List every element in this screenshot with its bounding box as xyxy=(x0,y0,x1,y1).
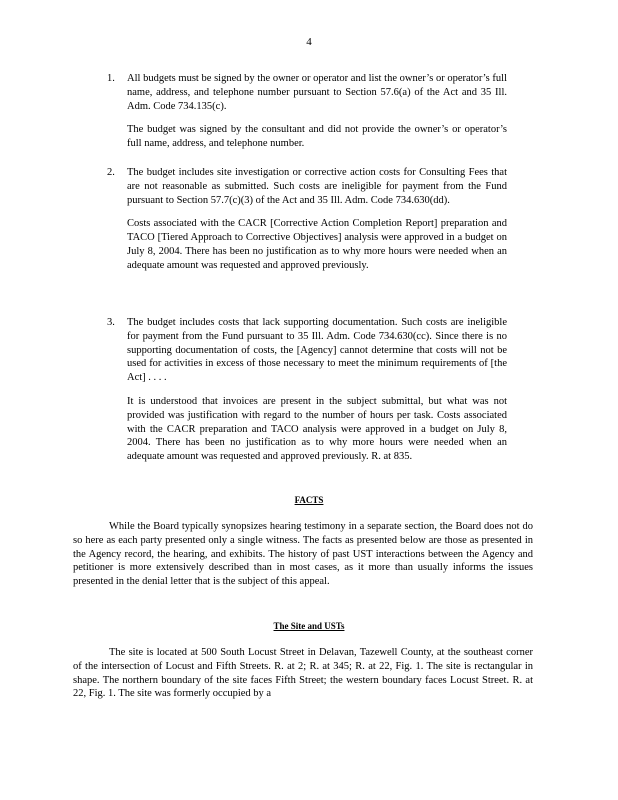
list-item-number: 2. xyxy=(107,167,115,178)
list-item-paragraph: It is understood that invoices are present in the subject submittal, but what was not provided was justification with regard to the number of hours per task. Costs associated with the CACR preparation and TACO analysis were approved in a budget on July 8, 2004. There has been no justification as to why more hours were needed when an adequate amount was requested and approved previously. R. at 835. xyxy=(127,395,507,463)
list-item-1 xyxy=(107,72,507,161)
site-paragraph-text: The site is located at 500 South Locust Street in Delavan, Tazewell County, at the southeast corner of the intersection of Locust and Fifth Streets. R. at 2; R. at 345; R. at 22, Fig. 1. The site is rectangular in shape. The northern boundary of the site faces Fifth Street; the western boundary faces Locust Street. R. at 22, Fig. 1. The site was formerly occupied by a xyxy=(73,647,533,700)
list-item-3 xyxy=(107,316,507,474)
list-item-paragraph: Costs associated with the CACR [Corrective Action Completion Report] preparation and TACO [Tiered Approach to Corrective Objectives] analysis were approved in a budget on July 8, 2004. There has been no justification as to why more hours were needed when an adequate amount was requested and approved previously. xyxy=(127,218,507,271)
list-item-paragraph: The budget includes costs that lack supporting documentation. Such costs are ineligible for payment from the Fund pursuant to 35 Ill. Adm. Code 734.630(cc). Since there is no supporting documentation of costs, the [Agency] cannot determine that costs will not be used for activities in excess of those necessary to meet the minimum requirements of [the Act] . . . . xyxy=(127,317,507,384)
list-item-paragraph: All budgets must be signed by the owner or operator and list the owner’s or operator’s full name, address, and telephone number pursuant to Section 57.6(a) of the Act and 35 Ill. Adm. Code 734.135(c). xyxy=(127,73,507,112)
page-number: 4 xyxy=(306,36,312,48)
list-item-2 xyxy=(107,166,507,283)
list-item-number: 3. xyxy=(107,317,115,328)
section-heading-site: The Site and USTs xyxy=(273,621,345,631)
list-item-number: 1. xyxy=(107,73,115,84)
facts-paragraph-text: While the Board typically synopsizes hearing testimony in a separate section, the Board does not do so here as each party presented only a single witness. The facts as presented below are those as presented in the Agency record, the hearing, and exhibits. The history of past UST interactions between the Agency and petitioner is more extensively described than in most cases, as it more than usually informs the issues presented in the denial letter that is the subject of this appeal. xyxy=(73,521,533,588)
section-heading-facts: FACTS xyxy=(294,495,324,505)
site-paragraph xyxy=(73,646,533,701)
list-item-paragraph: The budget was signed by the consultant and did not provide the owner’s or operator’s full name, address, and telephone number. xyxy=(127,124,507,150)
facts-paragraph xyxy=(73,520,533,589)
list-item-paragraph: The budget includes site investigation or corrective action costs for Consulting Fees that are not reasonable as submitted. Such costs are ineligible for payment from the Fund pursuant to Section 57.7(c)(3) of the Act and 35 Ill. Adm. Code 734.630(dd). xyxy=(127,167,507,206)
